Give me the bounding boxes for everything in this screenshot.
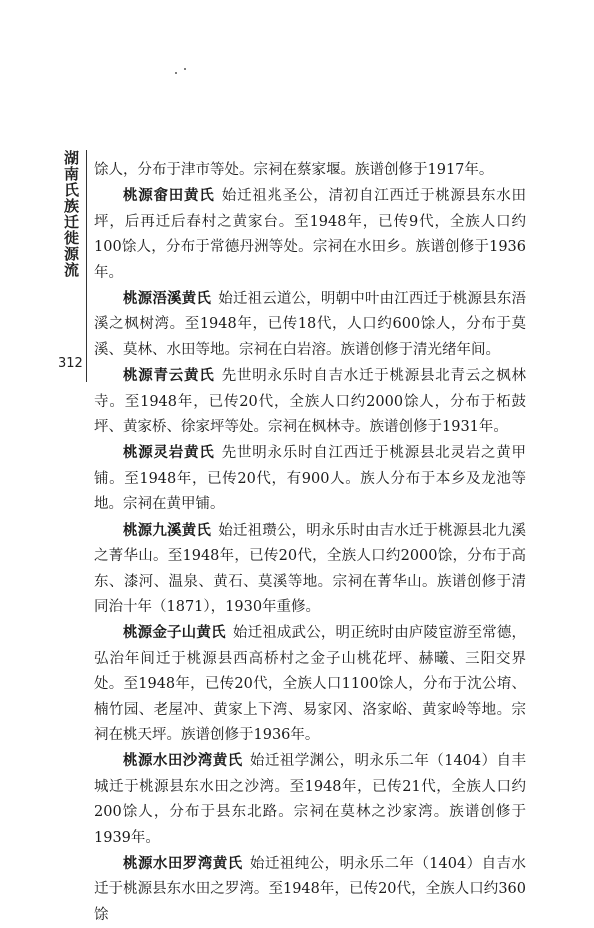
clan-description: 先世明永乐时自吉水迁于桃源县北青云之枫林寺。至1948年，已传20代，全族人口约2000馀人，分布于柘鼓坪、黄家桥、徐家坪等处。宗祠在枫林寺。族谱创修于1931年。	[94, 368, 526, 436]
clan-name: 桃源畲田黄氏	[123, 187, 215, 205]
clan-name: 桃源九溪黄氏	[123, 521, 211, 539]
clan-name: 桃源水田罗湾黄氏	[123, 854, 243, 872]
clan-description: 始迁祖纯公，明永乐二年（1404）自吉水迁于桃源县东水田之罗湾。至1948年，已传20代，全族人口约360馀	[94, 855, 527, 923]
clan-description: 始迁祖云道公，明朝中叶由江西迁于桃源县东浯溪之枫树湾。至1948年，已传18代，人口约600馀人，分布于莫溪、莫林、水田等地。宗祠在白岩溶。族谱创修于清光绪年间。	[94, 291, 527, 358]
margin-rule	[86, 150, 87, 382]
clan-description: 先世明永乐时自江西迁于桃源县北灵岩之黄甲铺。至1948年，已传20代，有900人。族人分布于本乡及龙池等地。宗祠在黄甲铺。	[94, 445, 526, 513]
running-head-title: 湖南氏族迁徙源流	[62, 150, 80, 278]
clan-description: 始迁祖学渊公，明永乐二年（1404）自丰城迁于桃源县东水田之沙湾。至1948年，已传21代，全族人口约200馀人，分布于县东北路。宗祠在莫林之沙家湾。族谱创修于1939年。	[94, 753, 527, 846]
clan-description: 始迁祖兆圣公，清初自江西迁于桃源县东水田坪，后再迁后春村之黄家台。至1948年，已传9代，全族人口约100馀人，分布于常德丹洲等处。宗祠在水田乡。族谱创修于1936年。	[94, 188, 526, 281]
clan-description: 始迁祖瓒公，明永乐时由吉水迁于桃源县北九溪之菁华山。至1948年，已传20代，全族人口约2000馀，分布于高东、漆河、温泉、黄石、莫溪等地。宗祠在菁华山。族谱创修于清同治十年（1871），1930年重修。	[94, 522, 527, 615]
clan-name: 桃源浯溪黄氏	[123, 290, 211, 308]
clan-name: 桃源青云黄氏	[123, 367, 215, 385]
clan-entry	[94, 440, 526, 517]
body-text	[94, 158, 526, 928]
lead-paragraph: 馀人，分布于津市等处。宗祠在蔡家堰。族谱创修于1917年。	[94, 162, 494, 178]
scan-specks	[175, 66, 195, 78]
clan-entry	[94, 286, 526, 363]
clan-entry	[94, 851, 526, 928]
clan-entry	[94, 518, 526, 621]
clan-name: 桃源灵岩黄氏	[123, 444, 215, 462]
clan-entry	[94, 620, 526, 748]
clan-entry	[94, 748, 526, 851]
page-number: 312	[58, 356, 83, 371]
clan-name: 桃源金子山黄氏	[123, 624, 226, 642]
clan-description: 始迁祖成武公，明正统时由庐陵宦游至常德，弘治年间迁于桃源县西高桥村之金子山桃花坪、赫曦、三阳交界处。至1948年，已传20代，全族人口1100馀人，分布于沈公堉、楠竹园、老屋冲、黄家上下湾、易家冈、洛家峪、黄家岭等地。宗祠在桃天坪。族谱创修于1936年。	[94, 625, 527, 743]
clan-name: 桃源水田沙湾黄氏	[123, 752, 243, 770]
clan-entry	[94, 363, 526, 440]
clan-entry	[94, 183, 526, 286]
